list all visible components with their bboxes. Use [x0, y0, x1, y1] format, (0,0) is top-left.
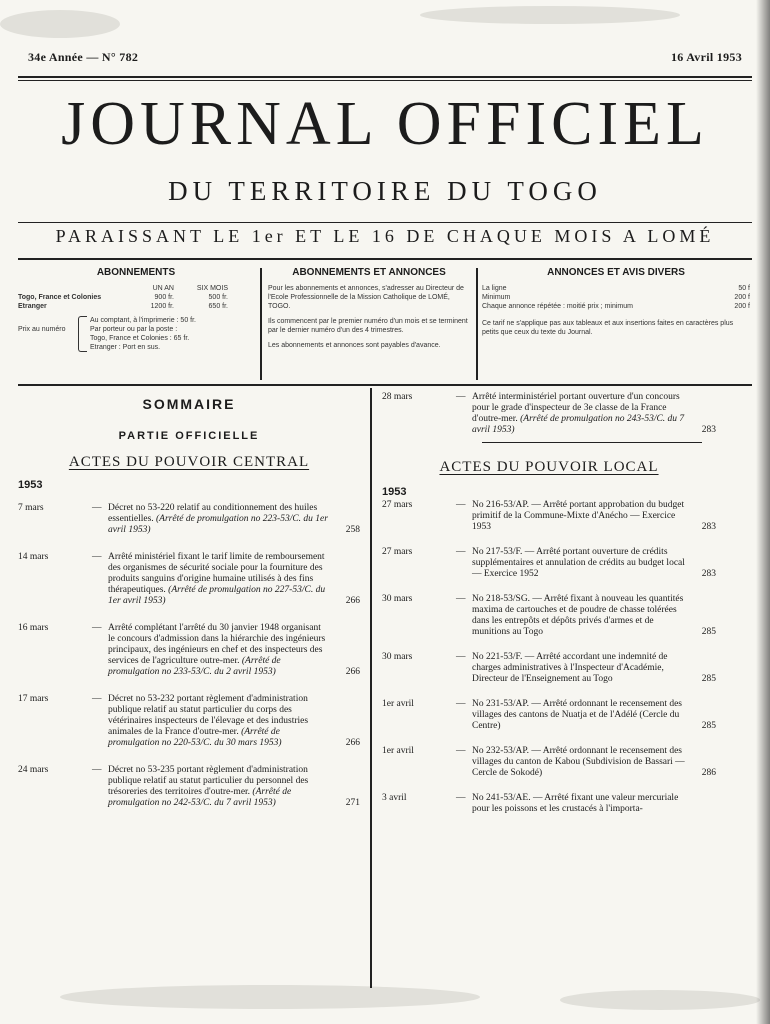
tarif-row: Etranger 1200 fr. 650 fr. [18, 303, 228, 310]
sommaire-entry [382, 699, 716, 732]
paper-stain [60, 985, 480, 1009]
parution-line: PARAISSANT LE 1er ET LE 16 DE CHAQUE MOIS A LOMÉ [55, 226, 715, 246]
entry-page-number: 283 [701, 425, 716, 435]
box-separator [476, 268, 478, 380]
entry-date: 27 mars [382, 547, 413, 557]
abonnements-title: ABONNEMENTS [96, 267, 176, 278]
entry-dash: — [456, 547, 466, 557]
entry-text: No 241-53/AE. — Arrêté fixant une valeur mercuriale pour les poissons et les crustacés à l'importa- [472, 793, 679, 814]
abonnements-box [18, 268, 254, 380]
sommaire-entry [382, 652, 716, 685]
entry-date: 30 mars [382, 594, 413, 604]
sommaire-entry [18, 694, 360, 749]
rule-right [482, 442, 702, 443]
sommaire-entry [382, 594, 716, 638]
entry-dash: — [92, 694, 102, 704]
abonnements-annonces-box: ABONNEMENTS ET ANNONCES Pour les abonnements et annonces, s'adresser au Directeur de l'Ecole Professionnelle de la Mission Catholique de LOMÉ, TOGO. Ils commencent par le premier numéro d'un mois et se terminent par le dernier numéro d'un des 4 trimestres. Les abonnements et annonces sont payables d'avance. [268, 268, 470, 380]
right-column [382, 392, 716, 829]
entry-date: 7 mars [18, 503, 44, 513]
sommaire-title: SOMMAIRE [142, 396, 236, 412]
entry-date: 17 mars [18, 694, 49, 704]
annonce-row: La ligne 50 f [482, 285, 750, 292]
box-separator [260, 268, 262, 380]
entry-dash: — [92, 552, 102, 562]
right-top-entry-holder [382, 392, 716, 436]
issue-number: 34e Année — N° 782 [28, 50, 139, 64]
entry-text: Décret no 53-232 portant règlement d'administration publique relatif au statut particulier du corps des vétérinaires inspecteurs de l'élevage et des industries animales de la France d'outre-mer. (Arrêté de promulgation no 220-53/C. du 30 mars 1953) [108, 694, 309, 748]
tarif-header [18, 284, 254, 293]
entry-date: 16 mars [18, 623, 49, 633]
entry-dash: — [92, 503, 102, 513]
paper-stain [420, 6, 680, 24]
central-entries [18, 503, 360, 809]
col-un-an: UN AN [152, 285, 174, 292]
entry-date: 1er avril [382, 746, 414, 756]
entry-dash: — [456, 594, 466, 604]
annonces-avis-box: ANNONCES ET AVIS DIVERS La ligne 50 f Minimum 200 f Chaque annonce répétée : moitié prix ; minimum 200 f Ce tarif ne s'applique pas aux tableaux et aux insertions faites en caractères plus petits que ceux du texte du Journal. [482, 267, 750, 336]
entry-date: 1er avril [382, 699, 414, 709]
entry-dash: — [456, 746, 466, 756]
entry-promulgation: (Arrêté de promulgation no 227-53/C. du 1er avril 1953) [108, 585, 326, 606]
entry-page-number: 285 [701, 674, 716, 684]
entry-page-number: 283 [701, 522, 716, 532]
entry-date: 28 mars [382, 392, 413, 402]
annonces-avis-title: ANNONCES ET AVIS DIVERS [547, 267, 685, 278]
rule-top [18, 76, 752, 78]
paper-stain [0, 10, 120, 38]
sommaire-entry [382, 547, 716, 580]
entry-text: Arrêté complétant l'arrêté du 30 janvier 1948 organisant le concours d'admission dans la hiérarchie des ingénieurs principaux, des ingénieurs en chef et des inspecteurs des services de l'agriculture outre-mer. (Arrêté de promulgation no 233-53/C. du 2 avril 1953) [108, 623, 326, 677]
left-column [18, 392, 360, 825]
entry-date: 24 mars [18, 765, 49, 775]
entry-date: 30 mars [382, 652, 413, 662]
local-entries [382, 500, 716, 815]
entry-date: 14 mars [18, 552, 49, 562]
page-right-edge-shadow [756, 0, 770, 1024]
tarif-row: Togo, France et Colonies 900 fr. 500 fr. [18, 294, 228, 301]
entry-page-number: 266 [345, 667, 360, 677]
journal-subtitle: DU TERRITOIRE DU TOGO [168, 176, 602, 206]
entry-dash: — [92, 765, 102, 775]
entry-dash: — [456, 699, 466, 709]
annonce-row: Chaque annonce répétée : moitié prix ; minimum 200 f [482, 303, 750, 310]
rule-mid [18, 222, 752, 223]
sommaire-entry [18, 765, 360, 809]
issue-date: 16 Avril 1953 [670, 50, 742, 64]
entry-dash: — [456, 500, 466, 510]
partie-officielle-title: PARTIE OFFICIELLE [118, 430, 260, 442]
entry-promulgation: (Arrêté de promulgation no 242-53/C. du 7 avril 1953) [108, 787, 292, 808]
entry-text: No 218-53/SG. — Arrêté fixant à nouveau les quantités maxima de cartouches et de poudre de chasse tolérées dans les entrepôts et dépôts privés d'armes et de munitions au Togo [472, 594, 684, 637]
actes-central-title: ACTES DU POUVOIR CENTRAL [68, 454, 310, 470]
col-six-mois: SIX MOIS [196, 285, 228, 292]
paper-stain [560, 990, 760, 1010]
entry-page-number: 286 [701, 768, 716, 778]
sommaire-entry [382, 746, 716, 779]
entry-page-number: 271 [345, 798, 360, 808]
entry-text: No 232-53/AP. — Arrêté ordonnant le recensement des villages du canton de Kabou (Subdivision de Bassari — Cercle de Sokodé) [472, 746, 685, 778]
prix-au-numero: Prix au numéro Au comptant, à l'imprimerie : 50 fr. Par porteur ou par la poste : Togo, France et Colonies : 65 fr. Etranger : Port en sus. [18, 317, 196, 351]
year-label: 1953 [18, 479, 43, 491]
entry-dash: — [456, 392, 466, 402]
entry-promulgation: (Arrêté de promulgation no 243-53/C. du 7 avril 1953) [472, 414, 685, 435]
entry-page-number: 285 [701, 627, 716, 637]
entry-page-number: 266 [345, 738, 360, 748]
actes-local-title: ACTES DU POUVOIR LOCAL [439, 459, 659, 475]
entry-text: Arrêté interministériel portant ouverture d'un concours pour le grade d'inspecteur de 3e classe de la France d'outre-mer. (Arrêté de promulgation no 243-53/C. du 7 avril 1953) [472, 392, 685, 435]
entry-text: No 231-53/AP. — Arrêté ordonnant le recensement des villages des cantons de Nuatja et de l'Adélé (Cercle du Centre) [472, 699, 683, 731]
rule-top-2 [18, 80, 752, 81]
rule-under-boxes [18, 384, 752, 386]
annonce-row: Minimum 200 f [482, 294, 750, 301]
entry-promulgation: (Arrêté de promulgation no 223-53/C. du 1er avril 1953) [108, 514, 328, 535]
rule-under-parution [18, 258, 752, 260]
sommaire-entry [18, 623, 360, 678]
abonnements-annonces-title: ABONNEMENTS ET ANNONCES [292, 267, 446, 278]
issue-line [28, 50, 742, 65]
sommaire-entry [18, 552, 360, 607]
entry-dash: — [92, 623, 102, 633]
entry-text: Décret no 53-220 relatif au conditionnement des huiles essentielles. (Arrêté de promulgation no 223-53/C. du 1er avril 1953) [108, 503, 328, 535]
entry-promulgation: (Arrêté de promulgation no 233-53/C. du 2 avril 1953) [108, 656, 281, 677]
entry-page-number: 285 [701, 721, 716, 731]
journal-title: JOURNAL OFFICIEL [61, 90, 709, 158]
year-label: 1953 [382, 486, 407, 498]
entry-text: Décret no 53-235 portant règlement d'administration publique relatif au statut particulier du personnel des trésoreries des territoires d'outre-mer. (Arrêté de promulgation no 242-53/C. du 7 avril 1953) [108, 765, 309, 808]
sommaire-entry [382, 392, 716, 436]
entry-promulgation: (Arrêté de promulgation no 220-53/C. du 30 mars 1953) [108, 727, 282, 748]
entry-date: 3 avril [382, 793, 407, 803]
sommaire-entry [382, 793, 716, 815]
entry-text: No 217-53/F. — Arrêté portant ouverture de crédits supplémentaires et annulation de crédits au budget local — Exercice 1952 [472, 547, 685, 579]
brace [78, 316, 87, 352]
entry-page-number: 258 [345, 525, 360, 535]
entry-text: Arrêté ministériel fixant le tarif limite de remboursement des organismes de sécurité sociale pour la fourniture des produits sanguins d'origine humaine utilisés à des fins thérapeutiques. (Arrêté de promulgation no 227-53/C. du 1er avril 1953) [108, 552, 326, 606]
entry-dash: — [456, 793, 466, 803]
column-separator [370, 388, 372, 988]
entry-page-number: 283 [701, 569, 716, 579]
entry-page-number: 266 [345, 596, 360, 606]
entry-text: No 216-53/AP. — Arrêté portant approbation du budget primitif de la Commune-Mixte d'Anécho — Exercice 1953 [472, 500, 685, 532]
entry-dash: — [456, 652, 466, 662]
entry-date: 27 mars [382, 500, 413, 510]
sommaire-entry [382, 500, 716, 533]
sommaire-entry [18, 503, 360, 536]
entry-text: No 221-53/F. — Arrêté accordant une indemnité de charges administratives à l'Inspecteur d'Académie, Directeur de l'Enseignement au Togo [472, 652, 668, 684]
